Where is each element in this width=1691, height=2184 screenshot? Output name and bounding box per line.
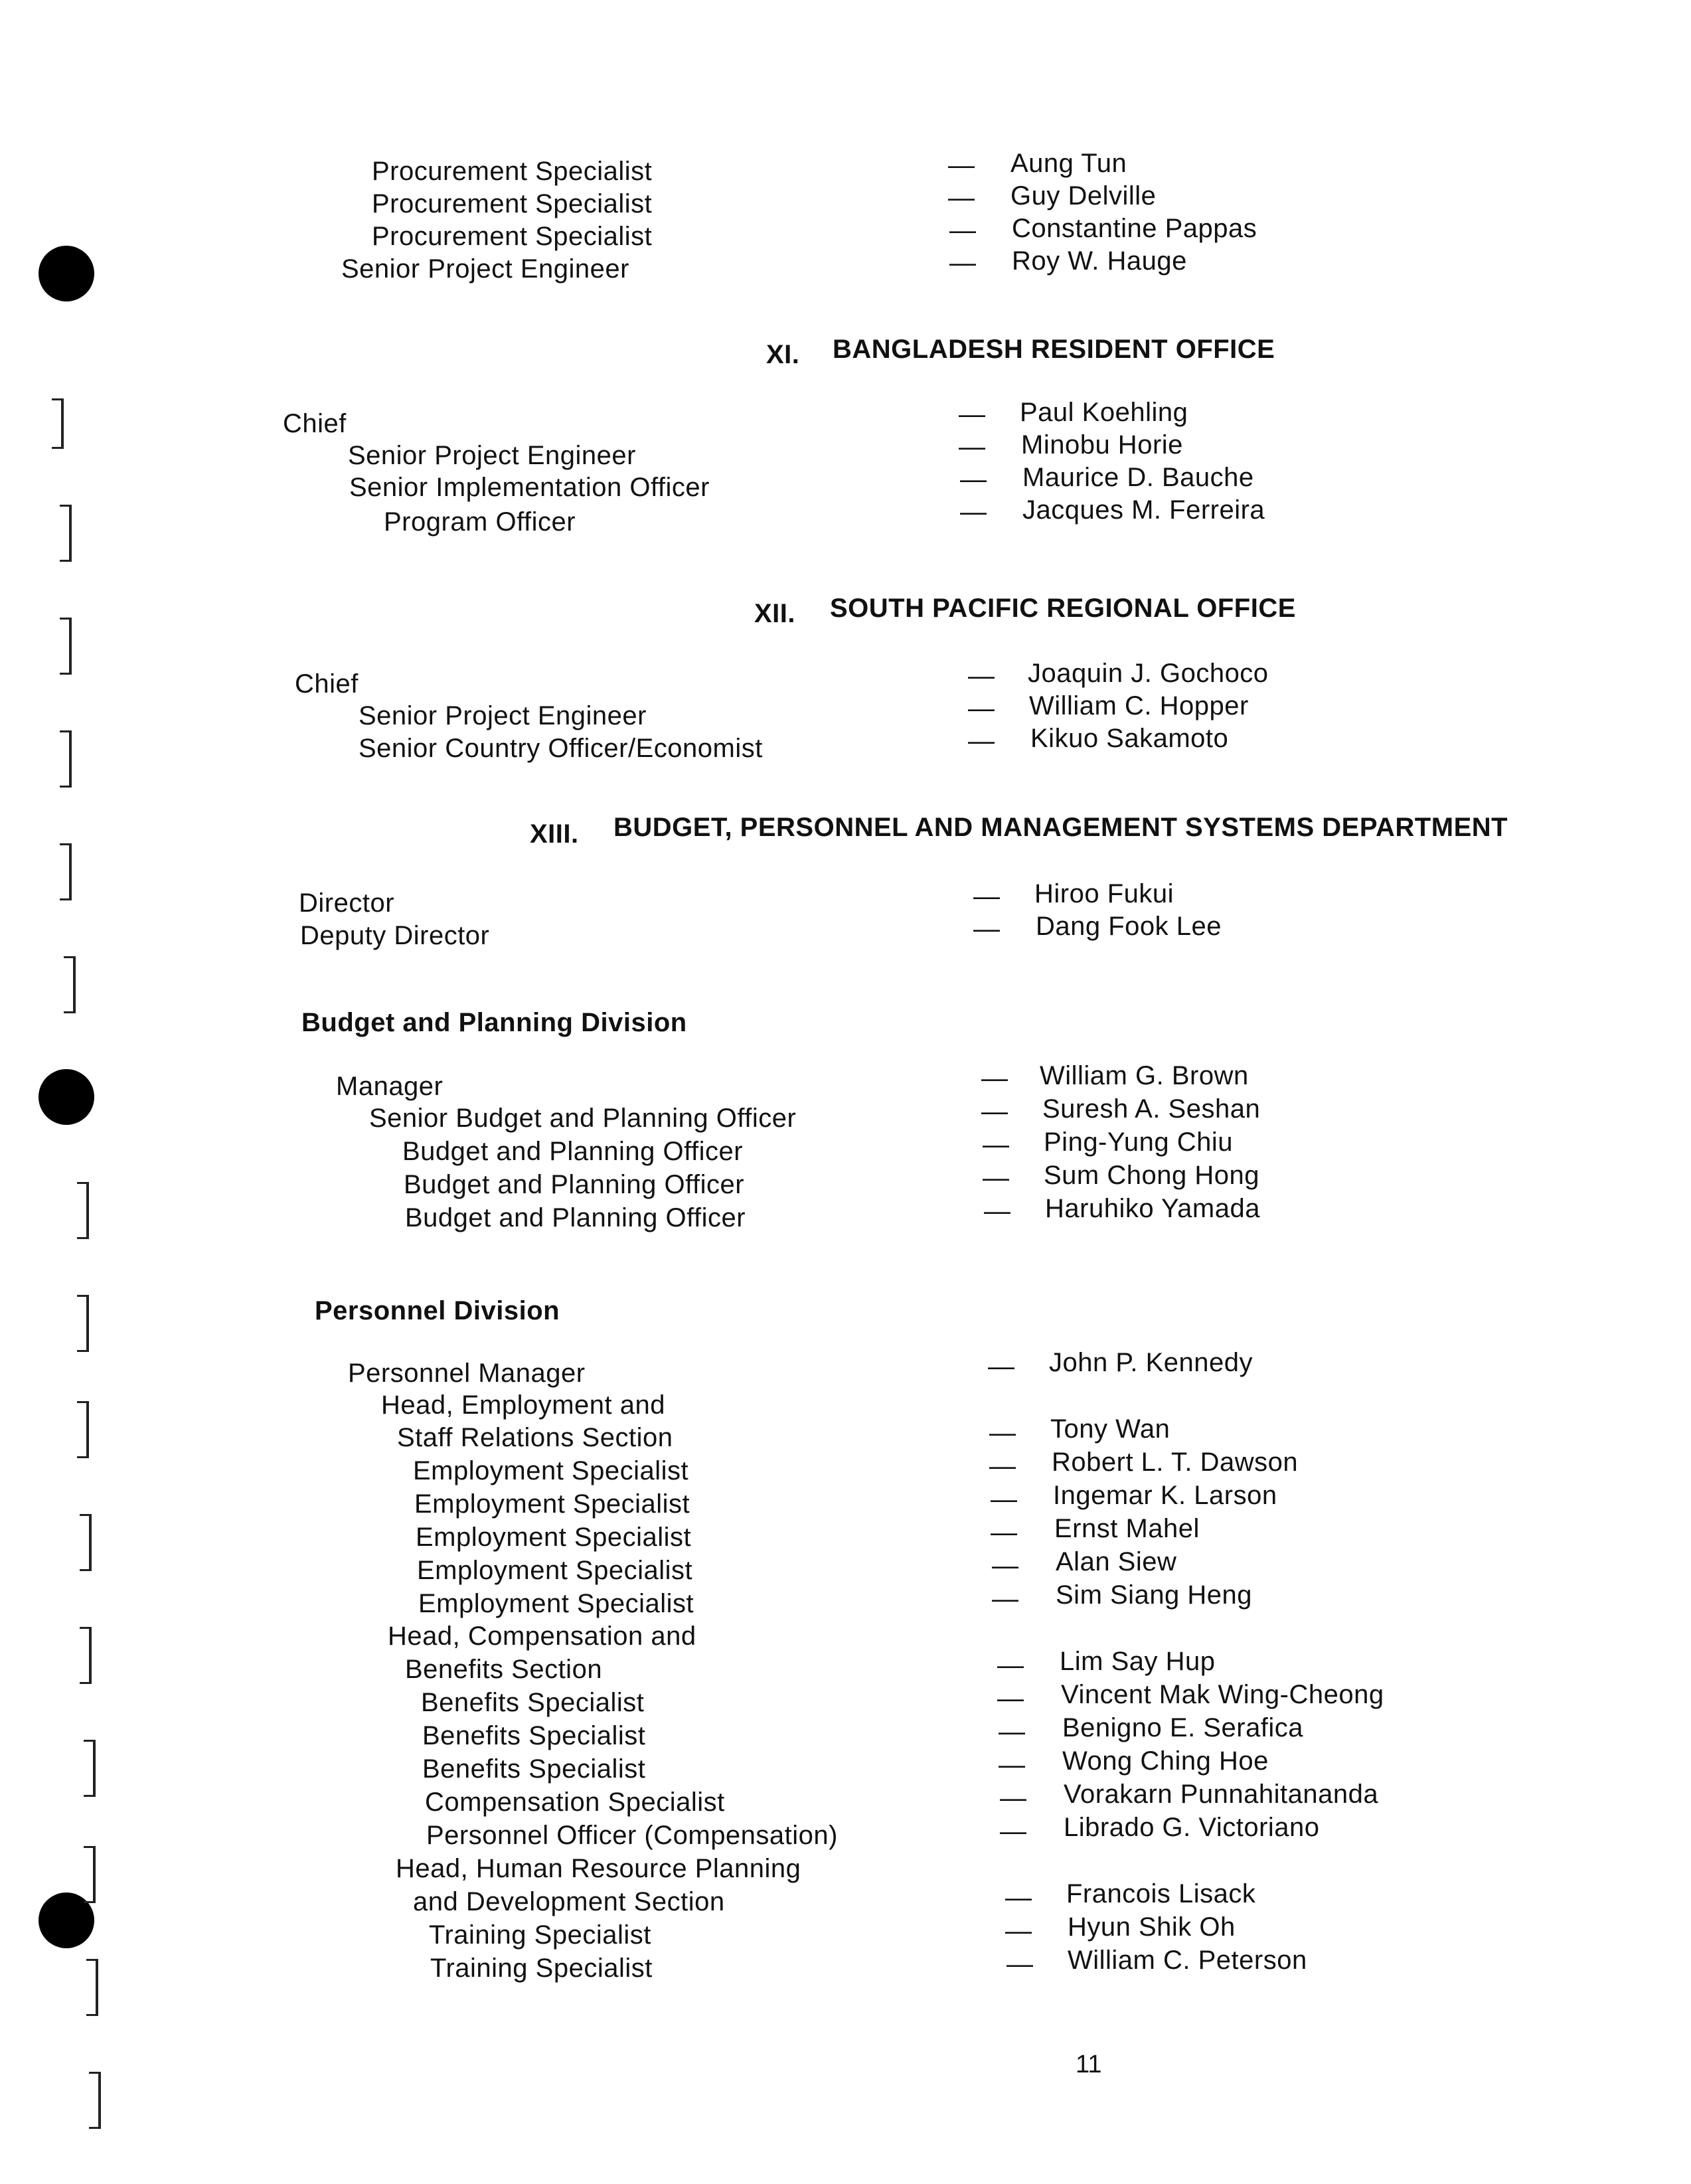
person-name: Vorakarn Punnahitananda: [1064, 1780, 1379, 1809]
dash: —: [999, 1717, 1025, 1746]
dash: —: [991, 1485, 1017, 1514]
job-title: Personnel Manager: [348, 1359, 586, 1388]
division-heading: Personnel Division: [315, 1296, 560, 1325]
job-title: Personnel Officer (Compensation): [426, 1821, 838, 1850]
person-name: Suresh A. Seshan: [1042, 1094, 1261, 1124]
job-title: Chief: [295, 669, 359, 699]
binder-mark: [77, 1401, 89, 1458]
job-title: Manager: [336, 1072, 443, 1101]
dash: —: [959, 400, 985, 429]
binder-mark: [64, 956, 76, 1013]
dash: —: [989, 1452, 1016, 1481]
binder-mark: [86, 1959, 98, 2016]
person-name: Robert L. T. Dawson: [1052, 1448, 1299, 1477]
dash: —: [992, 1584, 1018, 1614]
person-name: Constantine Pappas: [1012, 214, 1257, 243]
job-title: Senior Implementation Officer: [349, 473, 710, 502]
dash: —: [991, 1518, 1017, 1547]
person-name: Ingemar K. Larson: [1053, 1481, 1277, 1510]
job-title: Deputy Director: [300, 921, 490, 950]
dash: —: [1007, 1950, 1033, 1979]
binder-mark: [60, 730, 72, 788]
dash: —: [973, 882, 1000, 911]
section-title: BUDGET, PERSONNEL AND MANAGEMENT SYSTEMS DEPARTMENT: [613, 813, 1508, 842]
person-name: Haruhiko Yamada: [1045, 1194, 1260, 1223]
person-name: Wong Ching Hoe: [1062, 1746, 1269, 1776]
dash: —: [948, 183, 975, 212]
binder-hole: [39, 246, 94, 301]
dash: —: [981, 1064, 1008, 1093]
person-name: Benigno E. Serafica: [1062, 1713, 1304, 1742]
dash: —: [1000, 1817, 1026, 1846]
job-title: Program Officer: [384, 507, 576, 537]
section-number: XII.: [754, 599, 796, 628]
binder-mark: [84, 1740, 96, 1797]
job-title: Senior Project Engineer: [359, 701, 647, 730]
dash: —: [949, 248, 976, 278]
job-title: Benefits Section: [405, 1655, 603, 1684]
division-heading: Budget and Planning Division: [301, 1008, 687, 1037]
person-name: Aung Tun: [1010, 149, 1127, 178]
job-title: Employment Specialist: [417, 1556, 693, 1585]
job-title: Procurement Specialist: [372, 189, 653, 218]
job-title: Staff Relations Section: [397, 1423, 673, 1452]
person-name: William C. Peterson: [1068, 1946, 1307, 1975]
person-name: Lim Say Hup: [1060, 1647, 1216, 1676]
dash: —: [983, 1163, 1009, 1193]
job-title: Training Specialist: [430, 1954, 653, 1983]
job-title: Director: [299, 888, 395, 918]
job-title: Employment Specialist: [416, 1523, 692, 1552]
dash: —: [983, 1130, 1009, 1159]
page-number: 11: [1076, 2051, 1102, 2078]
person-name: Tony Wan: [1050, 1414, 1170, 1444]
job-title: Budget and Planning Officer: [402, 1137, 744, 1166]
dash: —: [968, 661, 995, 691]
dash: —: [968, 694, 995, 723]
dash: —: [959, 432, 985, 462]
dash: —: [989, 1418, 1016, 1448]
job-title: Budget and Planning Officer: [405, 1203, 746, 1232]
person-name: Ping-Yung Chiu: [1044, 1128, 1233, 1157]
binder-mark: [60, 843, 72, 900]
person-name: John P. Kennedy: [1049, 1348, 1253, 1377]
person-name: Minobu Horie: [1021, 430, 1183, 460]
person-name: Ernst Mahel: [1054, 1514, 1200, 1543]
person-name: Hiroo Fukui: [1034, 879, 1174, 908]
dash: —: [960, 497, 987, 527]
binder-mark: [60, 618, 72, 675]
dash: —: [988, 1352, 1014, 1381]
binder-mark: [52, 398, 64, 449]
dash: —: [948, 151, 975, 180]
dash: —: [984, 1197, 1010, 1226]
person-name: Roy W. Hauge: [1012, 246, 1187, 276]
dash: —: [960, 465, 987, 494]
job-title: Compensation Specialist: [425, 1788, 725, 1817]
section-number: XI.: [766, 340, 800, 369]
person-name: Hyun Shik Oh: [1068, 1912, 1236, 1942]
job-title: Head, Human Resource Planning: [396, 1854, 801, 1883]
dash: —: [968, 726, 995, 756]
person-name: Maurice D. Bauche: [1022, 463, 1254, 492]
dash: —: [992, 1551, 1018, 1580]
job-title: Benefits Specialist: [422, 1721, 646, 1750]
job-title: Head, Compensation and: [388, 1622, 696, 1651]
dash: —: [981, 1097, 1008, 1126]
person-name: William C. Hopper: [1029, 691, 1249, 720]
dash: —: [949, 216, 976, 245]
job-title: Procurement Specialist: [372, 157, 653, 186]
person-name: Alan Siew: [1056, 1547, 1177, 1576]
job-title: and Development Section: [413, 1887, 725, 1916]
binder-mark: [77, 1295, 89, 1352]
job-title: Senior Budget and Planning Officer: [369, 1104, 797, 1133]
job-title: Senior Project Engineer: [348, 441, 636, 470]
job-title: Procurement Specialist: [372, 222, 653, 251]
dash: —: [997, 1684, 1024, 1713]
section-title: BANGLADESH RESIDENT OFFICE: [833, 335, 1275, 364]
person-name: Jacques M. Ferreira: [1022, 495, 1265, 525]
dash: —: [1000, 1784, 1026, 1813]
job-title: Senior Country Officer/Economist: [359, 734, 763, 763]
person-name: Joaquin J. Gochoco: [1028, 659, 1269, 688]
binder-mark: [80, 1627, 92, 1684]
job-title: Budget and Planning Officer: [404, 1170, 745, 1199]
job-title: Benefits Specialist: [422, 1754, 646, 1784]
dash: —: [997, 1651, 1024, 1680]
person-name: Kikuo Sakamoto: [1030, 724, 1229, 753]
person-name: Dang Fook Lee: [1036, 912, 1222, 941]
job-title: Chief: [283, 409, 347, 438]
person-name: William G. Brown: [1040, 1061, 1249, 1090]
dash: —: [999, 1750, 1025, 1780]
person-name: Sum Chong Hong: [1044, 1161, 1259, 1190]
job-title: Employment Specialist: [414, 1489, 690, 1519]
job-title: Training Specialist: [429, 1920, 651, 1950]
person-name: Librado G. Victoriano: [1064, 1813, 1320, 1842]
section-title: SOUTH PACIFIC REGIONAL OFFICE: [830, 594, 1296, 623]
job-title: Head, Employment and: [381, 1390, 666, 1420]
job-title: Employment Specialist: [413, 1456, 689, 1485]
person-name: Sim Siang Heng: [1056, 1580, 1253, 1610]
section-number: XIII.: [530, 819, 579, 849]
binder-mark: [77, 1182, 89, 1239]
dash: —: [973, 914, 1000, 944]
dash: —: [1005, 1883, 1032, 1912]
binder-mark: [89, 2072, 101, 2129]
person-name: Paul Koehling: [1020, 398, 1188, 427]
binder-mark: [84, 1846, 96, 1903]
binder-hole: [39, 1069, 94, 1125]
binder-mark: [60, 505, 72, 562]
dash: —: [1005, 1916, 1032, 1946]
person-name: Francois Lisack: [1066, 1879, 1256, 1908]
person-name: Vincent Mak Wing-Cheong: [1061, 1680, 1384, 1709]
job-title: Employment Specialist: [418, 1589, 694, 1618]
binder-mark: [80, 1514, 92, 1571]
job-title: Senior Project Engineer: [341, 254, 629, 284]
person-name: Guy Delville: [1010, 181, 1157, 210]
job-title: Benefits Specialist: [421, 1688, 645, 1717]
